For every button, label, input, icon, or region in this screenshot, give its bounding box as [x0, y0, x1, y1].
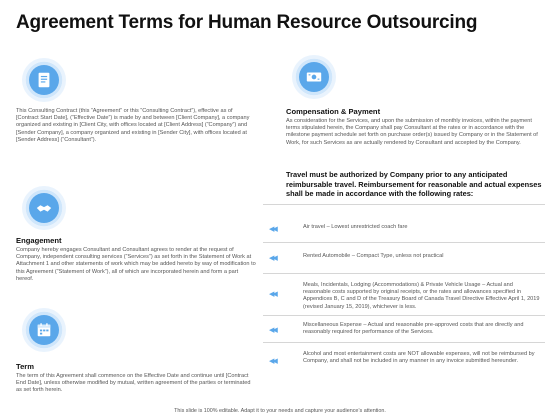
divider: [263, 273, 545, 274]
footer-note: This slide is 100% editable. Adapt it to your needs and capture your audience’s attention.: [174, 408, 386, 414]
list-item: [263, 351, 548, 365]
divider: [263, 315, 545, 316]
rate-text: Meals, Incidentals, Lodging (Accommodations) & Private Vehicle Usage – Actual and reasonable costs supported by original receipts, or the rates and allowances specified in Appendices B, C and D of the Treasury Board of Canada Travel Directive Effective April 1, 2019 (revised January 15, 2019), whichever is less.: [303, 282, 540, 310]
term-text: The term of this Agreement shall commence on the Effective Date and continue until [Contract End Date], unless otherwise modified by mutual, written agreement of the parties or terminated as set forth herein.: [16, 373, 251, 394]
handshake-icon: [22, 186, 66, 230]
double-chevron-icon: ◀◀: [269, 291, 276, 298]
compensation-heading: Compensation & Payment: [286, 107, 381, 116]
money-icon: [292, 55, 336, 99]
double-chevron-icon: ◀◀: [269, 327, 276, 334]
intro-text: This Consulting Contract (this “Agreement” or this “Consulting Contract”), effective as of [Contract Start Date], (“Effective Date”) is made by and between [Client Company], a company organized and existing in [Client City, with offices located at [Client Address] (“Company”) and [Sender Company], a company organized and existing in [Sender City], with offices located at [Sender Address] (“Consultant”).: [16, 108, 250, 143]
rate-text: Miscellaneous Expense – Actual and reasonable pre-approved costs that are directly and reasonably required for performance of the Services.: [303, 322, 524, 336]
list-item: [263, 322, 548, 336]
divider: [263, 242, 545, 243]
rate-text: Rented Automobile – Compact Type, unless not practical: [303, 253, 444, 259]
term-heading: Term: [16, 362, 35, 371]
rate-text: Alcohol and most entertainment costs are NOT allowable expenses, will not be reimbursed by Company, and shall not be included in any manner in any invoice submitted hereunder.: [303, 351, 535, 365]
calendar-icon: [22, 308, 66, 352]
double-chevron-icon: ◀◀: [269, 255, 276, 262]
double-chevron-icon: ◀◀: [269, 358, 276, 365]
rate-text: Air travel – Lowest unrestricted coach fare: [303, 224, 408, 230]
double-chevron-icon: ◀◀: [269, 226, 276, 233]
list-item: [263, 224, 548, 233]
engagement-heading: Engagement: [16, 236, 62, 245]
travel-intro: Travel must be authorized by Company prior to any anticipated reimbursable travel. Reimbursement for reasonable and actual expenses shall be made in accordance with the following rates:: [286, 170, 542, 199]
divider: [263, 342, 545, 343]
document-icon: [22, 58, 66, 102]
divider: [263, 204, 545, 205]
compensation-text: As consideration for the Services, and upon the submission of monthly invoices, within the payment terms stipulated herein, the Company shall pay Consultant at the rates or in accordance with the milestone payment schedule set forth on purchase order(s) issued by Company or in the Statement of Work, for such Services as are actually rendered by Consultant and accepted by the Company.: [286, 118, 538, 146]
page-title: Agreement Terms for Human Resource Outsourcing: [16, 12, 478, 33]
engagement-text: Company hereby engages Consultant and Consultant agrees to render at the request of Company, independent consulting services (“Services”) as set forth in the Statement of Work at Attachment 1 and other statements of work which may be added hereto by way of modification to this Agreement (“Statement of Work”), all of which are incorporated herein and form a part hereof.: [16, 247, 256, 282]
list-item: [263, 282, 548, 311]
list-item: [263, 253, 548, 262]
